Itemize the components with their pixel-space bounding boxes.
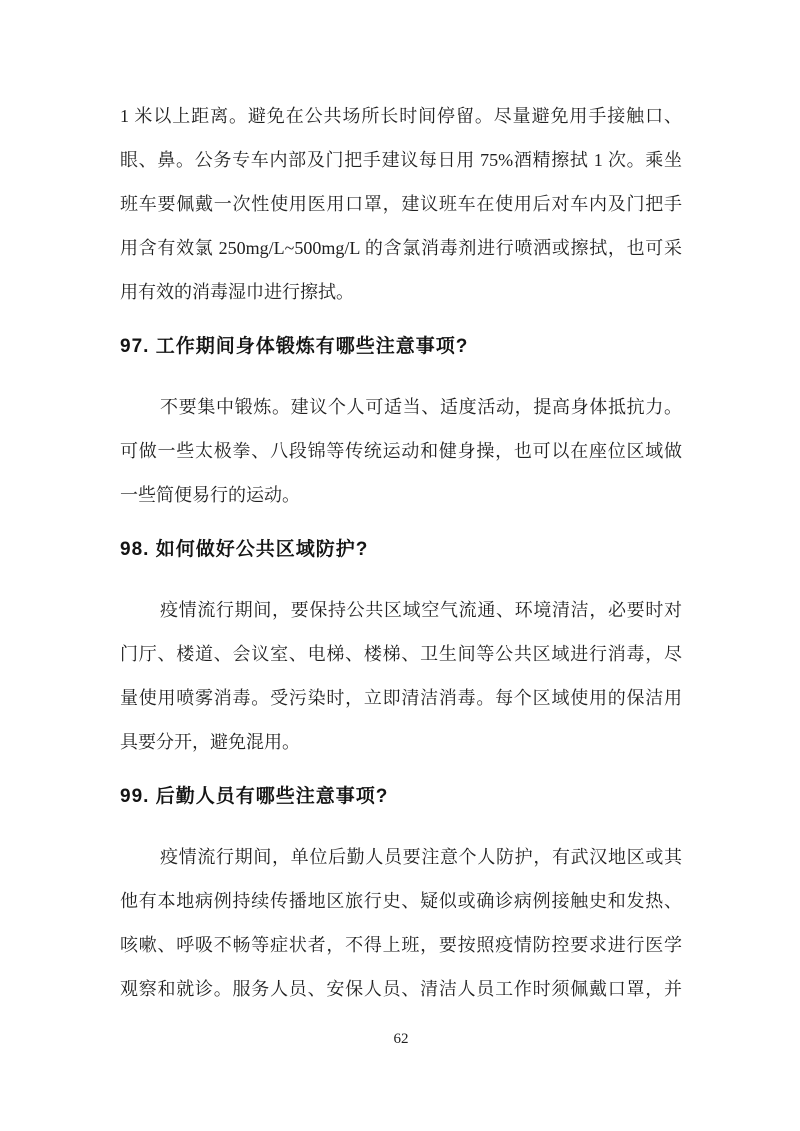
paragraph: [120, 385, 682, 517]
text-line: 不要集中锻炼。建议个人可适当、适度活动，提高身体抵抗力。: [160, 397, 682, 417]
text-line: 具要分开，避免混用。: [120, 732, 300, 752]
section-heading: 97. 工作期间身体锻炼有哪些注意事项?: [120, 336, 469, 357]
text-line: 疫情流行期间，要保持公共区域空气流通、环境清洁，必要时对: [160, 600, 682, 620]
paragraph: [120, 588, 682, 764]
section-heading: 98. 如何做好公共区域防护?: [120, 539, 369, 560]
text-line: 疫情流行期间，单位后勤人员要注意个人防护，有武汉地区或其: [160, 847, 682, 867]
page-number: 62: [393, 1031, 409, 1047]
text-line: 可做一些太极拳、八段锦等传统运动和健身操，也可以在座位区域做: [120, 441, 682, 461]
text-line: 咳嗽、呼吸不畅等症状者，不得上班，要按照疫情防控要求进行医学: [120, 935, 682, 955]
text-line: 用有效的消毒湿巾进行擦拭。: [120, 282, 354, 302]
paragraph: [120, 835, 682, 1011]
text-line: 他有本地病例持续传播地区旅行史、疑似或确诊病例接触史和发热、: [120, 891, 682, 911]
text-line: 量使用喷雾消毒。受污染时，立即清洁消毒。每个区域使用的保洁用: [120, 688, 682, 708]
text-line: 一些简便易行的运动。: [120, 485, 300, 505]
text-line: 门厅、楼道、会议室、电梯、楼梯、卫生间等公共区域进行消毒，尽: [120, 644, 682, 664]
text-line: 1 米以上距离。避免在公共场所长时间停留。尽量避免用手接触口、: [120, 106, 682, 126]
text-line: 眼、鼻。公务专车内部及门把手建议每日用 75%酒精擦拭 1 次。乘坐: [120, 150, 682, 170]
text-line: 用含有效氯 250mg/L~500mg/L 的含氯消毒剂进行喷洒或擦拭，也可采: [120, 238, 682, 258]
paragraph-continuation: [120, 94, 682, 314]
section-heading: 99. 后勤人员有哪些注意事项?: [120, 786, 389, 807]
text-line: 观察和就诊。服务人员、安保人员、清洁人员工作时须佩戴口罩，并: [120, 979, 682, 999]
document-content: [120, 94, 682, 1011]
text-line: 班车要佩戴一次性使用医用口罩，建议班车在使用后对车内及门把手: [120, 194, 682, 214]
